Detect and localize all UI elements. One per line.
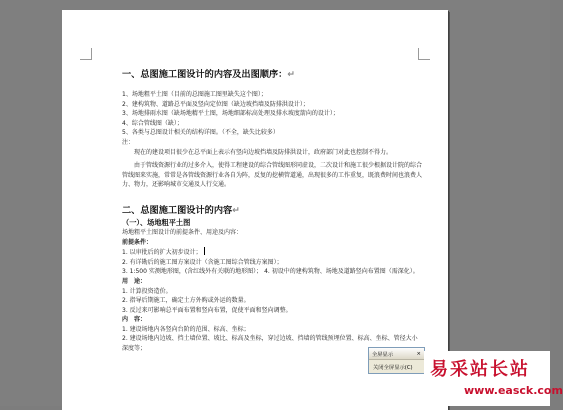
- list-item: 1. 计算投资造价。: [122, 287, 172, 295]
- blank-line: [122, 81, 422, 90]
- content-label: 内 容：: [122, 316, 147, 324]
- text-cursor: [204, 247, 205, 255]
- toolbar-title: 全屏显示: [372, 351, 394, 358]
- list-item: 2、建构筑物、道路总平面及竖向定位图（缺边坡挡墙及防排洪设计）；: [122, 100, 309, 108]
- section1-item-list: [122, 90, 422, 138]
- list-item: 2. 有详勘后的施工图方案设计（含施工图综合管线方案图）；: [122, 258, 283, 266]
- list-item: 1、场地粗平土图（目前的总图施工图里缺失这个图）；: [122, 91, 267, 98]
- subsection-heading: （一）、场地粗平土图: [122, 217, 191, 227]
- site-watermark: [424, 351, 563, 406]
- toolbar-title-bar[interactable]: [369, 348, 424, 360]
- note-paragraph: 由于管线资源行业的过多介入，使得工程建设的综合管线图形同虚设，二次设计和施工很少根据设计院的综合管线图来实施，常常是各管线资源行业各自为阵，反复的挖横管道通，出现很多的工作重复，既浪费时间也浪费人力、物力，还影响城市交通及人行交通。: [122, 162, 423, 189]
- blank-line: [122, 190, 422, 204]
- close-fullscreen-button[interactable]: 关闭全屏显示(C): [373, 364, 413, 371]
- list-item: 3. 反过来可影响总平面布置和竖向布置，促使平面和竖向调整。: [122, 306, 292, 314]
- list-item: 4、综合管线图（缺）；: [122, 119, 183, 127]
- list-item: 1. 建设场地内各竖向台阶的范围、标高、坐标；: [122, 325, 250, 333]
- document-body[interactable]: [122, 68, 422, 354]
- crop-mark-top-left: [80, 48, 92, 60]
- subsection-intro: 场地粗平土图设计的前提条件、用途及内容：: [122, 228, 243, 236]
- list-item: 2. 建设场地内边坡、挡土墙位置、坡比、标高及坐标，穿过边坡、挡墙的管线预埋位置、标高、坐标、管径大小深度等；: [122, 335, 418, 353]
- note-paragraph: 现在的建设项目很少在总平面上表示有竖向边坡挡墙及防排洪设计，政府部门对此也控制不得力。: [134, 148, 393, 156]
- crop-mark-top-right: [418, 48, 430, 60]
- list-item: 3. 1:500 实测地形图，(含红线外有关联的地形图）； 4. 初设中的建构筑物、场地及道路竖向布置图（需深化）。: [122, 268, 419, 276]
- fullscreen-toolbar[interactable]: [368, 347, 425, 374]
- close-icon[interactable]: ×: [416, 350, 421, 357]
- watermark-title: 易采站长站: [430, 359, 530, 380]
- note-label: 注：: [122, 138, 135, 146]
- watermark-url: www.easck.com: [464, 384, 563, 397]
- section2-heading: 二、总图施工图设计的内容↵: [122, 204, 240, 216]
- paragraph-mark: ↵: [287, 69, 296, 80]
- use-label: 用 途：: [122, 277, 147, 285]
- section1-heading: 一、总图施工图设计的内容及出图顺序：↵: [122, 69, 296, 80]
- list-item: 1. 以审批后的扩大初步设计；: [122, 247, 422, 258]
- list-item: 2. 指导后期施工，确定土方外购或外运的数量。: [122, 297, 250, 305]
- list-item: 5、各类与总图设计相关的结构详图。（不全，缺失比较多）: [122, 129, 279, 137]
- list-item: 3、场地排雨水图（缺场地精平土图，场地细部标高处理及排水坡度箭向的设计）；: [122, 110, 339, 118]
- paragraph-mark: ↵: [232, 204, 240, 216]
- prerequisites-label: 前提条件：: [122, 238, 153, 246]
